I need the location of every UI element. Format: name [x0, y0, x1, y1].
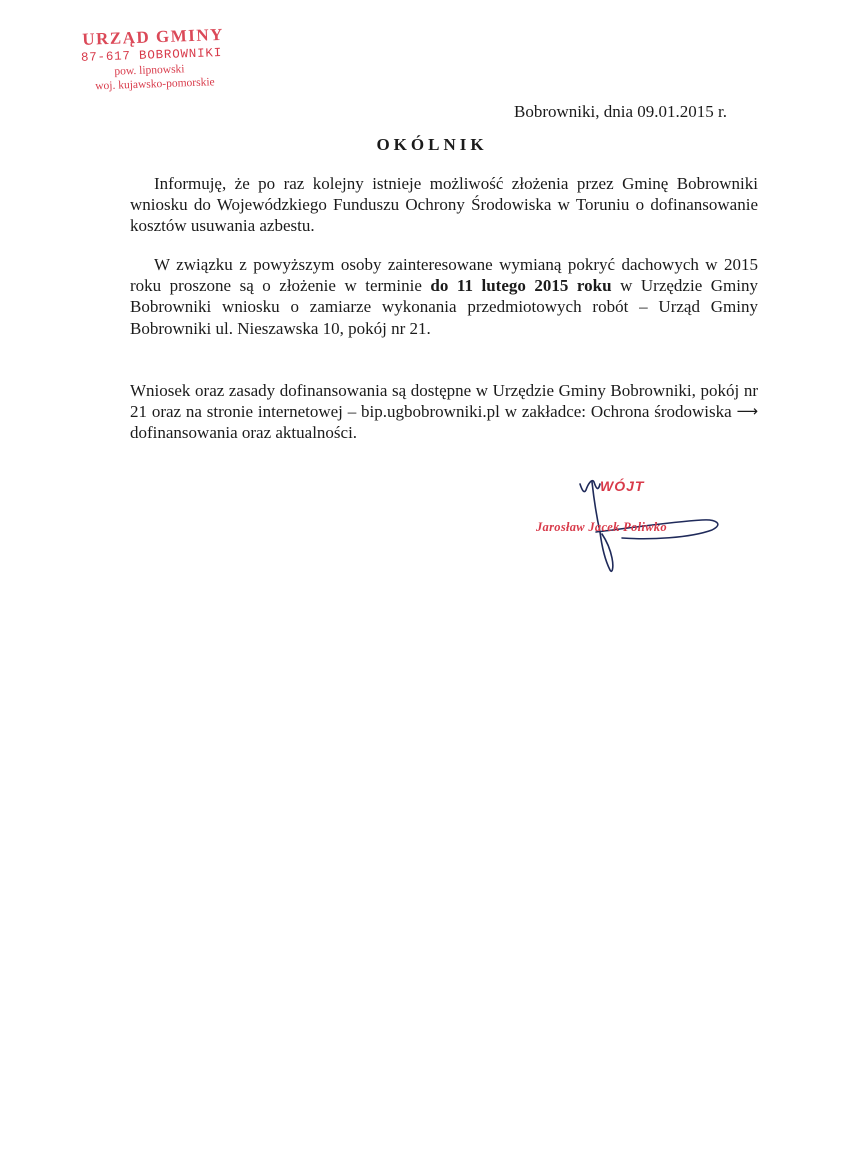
paragraph-availability-text-1: Wniosek oraz zasady dofinansowania są dostępne w Urzędzie Gminy Bobrowniki, pokój nr 21 oraz na stronie internetowej – bip.ugbobrowniki.pl w zakładce: Ochrona środowiska: [130, 381, 758, 422]
date-line: Bobrowniki, dnia 09.01.2015 r.: [514, 102, 727, 121]
signatory-title: WÓJT: [600, 478, 645, 494]
stamp-postal-address: 87-617 BOBROWNIKI: [80, 45, 223, 65]
signature-block: [530, 470, 750, 580]
paragraph-intro: Informuję, że po raz kolejny istnieje możliwość złożenia przez Gminę Bobrowniki wniosku do Wojewódzkiego Funduszu Ochrony Środowiska w Toruniu o dofinansowanie kosztów usuwania azbestu.: [130, 174, 758, 236]
stamp-office-name: URZĄD GMINY: [81, 24, 225, 49]
paragraph-availability-text-2: dofinansowania oraz aktualności.: [130, 423, 358, 443]
document-title: OKÓLNIK: [376, 135, 488, 154]
stamp-voivodeship: woj. kujawsko-pomorskie: [95, 76, 215, 93]
deadline-date: do 11 lutego 2015 roku: [430, 276, 612, 296]
stamp-county: pow. lipnowski: [114, 63, 185, 78]
paragraph-deadline: [130, 254, 758, 339]
right-arrow-icon: ⟶: [736, 402, 758, 421]
paragraph-deadline-text-2: w Urzędzie Gminy Bobrowniki wniosku o zamiarze wykonania przedmiotowych robót – Urząd Gminy Bobrowniki ul. Nieszawska 10, pokój nr 21.: [130, 276, 758, 338]
paragraph-deadline-text-1: W związku z powyższym osoby zainteresowane wymianą pokryć dachowych w 2015 roku proszone są o złożenie w terminie: [130, 255, 758, 296]
paragraph-availability: [130, 380, 758, 444]
office-stamp: [78, 24, 250, 94]
signatory-name: Jarosław Jacek Poliwko: [536, 520, 667, 534]
